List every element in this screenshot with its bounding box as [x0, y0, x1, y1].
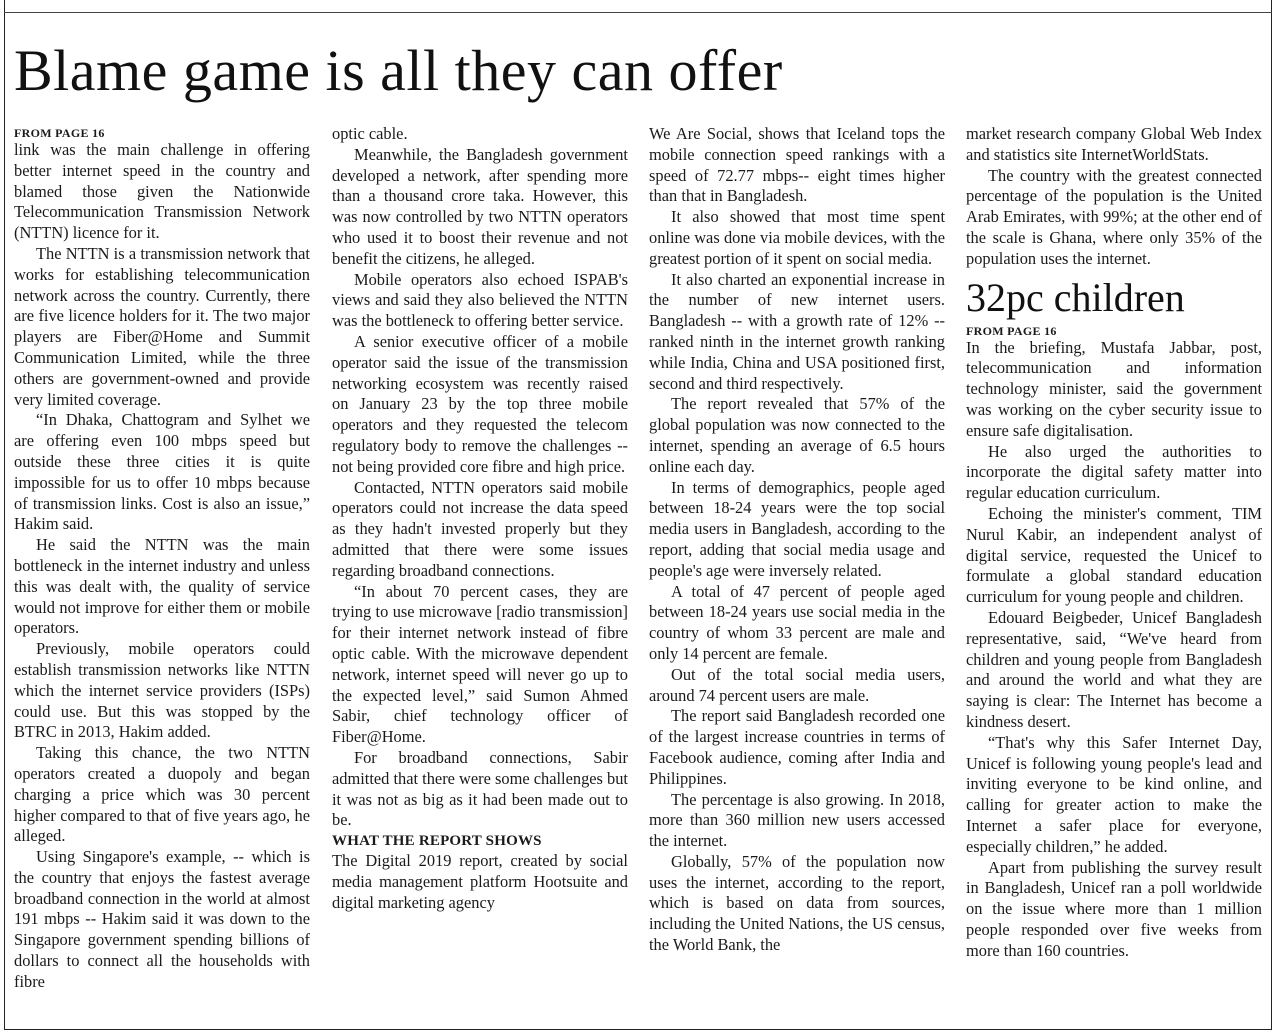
paragraph: The report said Bangladesh recorded one of the largest increase countries in terms of Facebook audience, coming after India and Philippines.: [649, 706, 945, 788]
paragraph: Using Singapore's example, -- which is the country that enjoys the fastest average broadband connection in the world at almost 191 mbps -- Hakim said it was down to the Singapore government spending billions of dollars to connect all the households with fibre: [14, 847, 310, 991]
paragraph: In the briefing, Mustafa Jabbar, post, telecommunication and information technology minister, said the government was working on the cyber security issue to ensure safe digitalisation.: [966, 337, 1262, 440]
paragraph: “In Dhaka, Chattogram and Sylhet we are offering even 100 mbps speed but outside these three cities it is quite impossible for us to offer 10 mbps because of transmission links. Cost is also an issue,” Hakim said.: [14, 410, 310, 534]
article-column-4: [966, 124, 1262, 1024]
paragraph: In terms of demographics, people aged between 18-24 years were the top social media users in Bangladesh, according to the report, adding that social media usage and people's age were inversely related.: [649, 477, 945, 580]
paragraph: Contacted, NTTN operators said mobile operators could not increase the data speed as they hadn't invested properly but they admitted that there were some issues regarding broadband connections.: [332, 477, 628, 580]
paragraph: “That's why this Safer Internet Day, Unicef is following young people's lead and inviting everyone to be kind online, and calling for greater action to make the Internet a safer place for everyone, especially children,” he added.: [966, 732, 1262, 856]
section-subhead: WHAT THE REPORT SHOWS: [332, 833, 542, 850]
top-rule: [4, 12, 1272, 13]
paragraph: The country with the greatest connected percentage of the population is the United Arab Emirates, with 99%; at the other end of the scale is Ghana, where only 35% of the population uses the internet.: [966, 165, 1262, 268]
paragraph: We Are Social, shows that Iceland tops the mobile connection speed rankings with a speed of 72.77 mbps-- eight times higher than that in Bangladesh.: [649, 124, 945, 206]
article-column-2: [332, 124, 628, 1024]
paragraph: A senior executive officer of a mobile operator said the issue of the transmission networking ecosystem was recently raised on January 23 by the top three mobile operators and they requested the telecom regulatory body to remove the challenges -- not being provided core fibre and high price.: [332, 331, 628, 476]
paragraph: A total of 47 percent of people aged between 18-24 years use social media in the country of whom 33 percent are male and only 14 percent are female.: [649, 581, 945, 663]
paragraph: The report revealed that 57% of the global population was now connected to the internet, spending an average of 6.5 hours online each day.: [649, 394, 945, 476]
paragraph: link was the main challenge in offering better internet speed in the country and blamed those given the Nationwide Telecommunication Transmission Network (NTTN) licence for it.: [14, 140, 310, 243]
paragraph: Echoing the minister's comment, TIM Nurul Kabir, an independent analyst of digital service, requested the Unicef to formulate a global standard education curriculum for young people and children.: [966, 503, 1262, 607]
continuation-kicker: FROM PAGE 16: [966, 323, 1057, 338]
paragraph: market research company Global Web Index and statistics site InternetWorldStats.: [966, 124, 1262, 164]
continuation-kicker: FROM PAGE 16: [14, 126, 105, 140]
paragraph: The Digital 2019 report, created by social media management platform Hootsuite and digital marketing agency: [332, 851, 628, 912]
article-column-3: [649, 124, 945, 1024]
paragraph: He also urged the authorities to incorporate the digital safety matter into regular education curriculum.: [966, 441, 1262, 503]
paragraph: Edouard Beigbeder, Unicef Bangladesh representative, said, “We've heard from children and young people from Bangladesh and around the world and what they are saying is clear: The Internet has become a kindness desert.: [966, 607, 1262, 731]
paragraph: Out of the total social media users, around 74 percent users are male.: [649, 664, 945, 705]
paragraph: Meanwhile, the Bangladesh government developed a network, after spending more than a thousand crore taka. However, this was now controlled by two NTTN operators who used it to boost their revenue and not benefit the citizens, he alleged.: [332, 144, 628, 268]
secondary-headline: 32pc children: [966, 274, 1185, 320]
article-column-1: [14, 124, 310, 1024]
paragraph: It also showed that most time spent online was done via mobile devices, with the greatest portion of it spent on social media.: [649, 207, 945, 268]
paragraph: The NTTN is a transmission network that works for establishing telecommunication network across the country. Currently, there are five licence holders for it. The two major players are Fiber@Home and Summit Communication Limited, while the three others are government-owned and provide very limited coverage.: [14, 243, 310, 409]
paragraph: Taking this chance, the two NTTN operators created a duopoly and began charging a price which was 30 percent higher compared to that of five years ago, he alleged.: [14, 743, 310, 846]
main-headline: Blame game is all they can offer: [14, 38, 783, 103]
paragraph: It also charted an exponential increase in the number of new internet users. Bangladesh -- with a growth rate of 12% -- ranked ninth in the internet growth ranking while India, China and USA positioned first, second and third respectively.: [649, 269, 945, 393]
paragraph: Previously, mobile operators could establish transmission networks like NTTN which the internet service providers (ISPs) could use. But this was stopped by the BTRC in 2013, Hakim added.: [14, 639, 310, 742]
paragraph: optic cable.: [332, 124, 408, 143]
paragraph: Mobile operators also echoed ISPAB's views and said they also believed the NTTN was the bottleneck to offering better service.: [332, 269, 628, 331]
paragraph: The percentage is also growing. In 2018, more than 360 million new users accessed the internet.: [649, 789, 945, 851]
paragraph: Apart from publishing the survey result in Bangladesh, Unicef ran a poll worldwide on the issue where more than 1 million people responded over five weeks from more than 160 countries.: [966, 857, 1262, 960]
paragraph: Globally, 57% of the population now uses the internet, according to the report, which is based on data from sources, including the United Nations, the US census, the World Bank, the: [649, 851, 945, 955]
paragraph: “In about 70 percent cases, they are trying to use microwave [radio transmission] for their internet network instead of fibre optic cable. With the microwave dependent network, internet speed will never go up to the expected level,” said Sumon Ahmed Sabir, chief technology officer of Fiber@Home.: [332, 581, 628, 747]
paragraph: For broadband connections, Sabir admitted that there were some challenges but it was not as big as it had been made out to be.: [332, 747, 628, 830]
paragraph: He said the NTTN was the main bottleneck in the internet industry and unless this was dealt with, the quality of service would not improve for either them or mobile operators.: [14, 535, 310, 638]
